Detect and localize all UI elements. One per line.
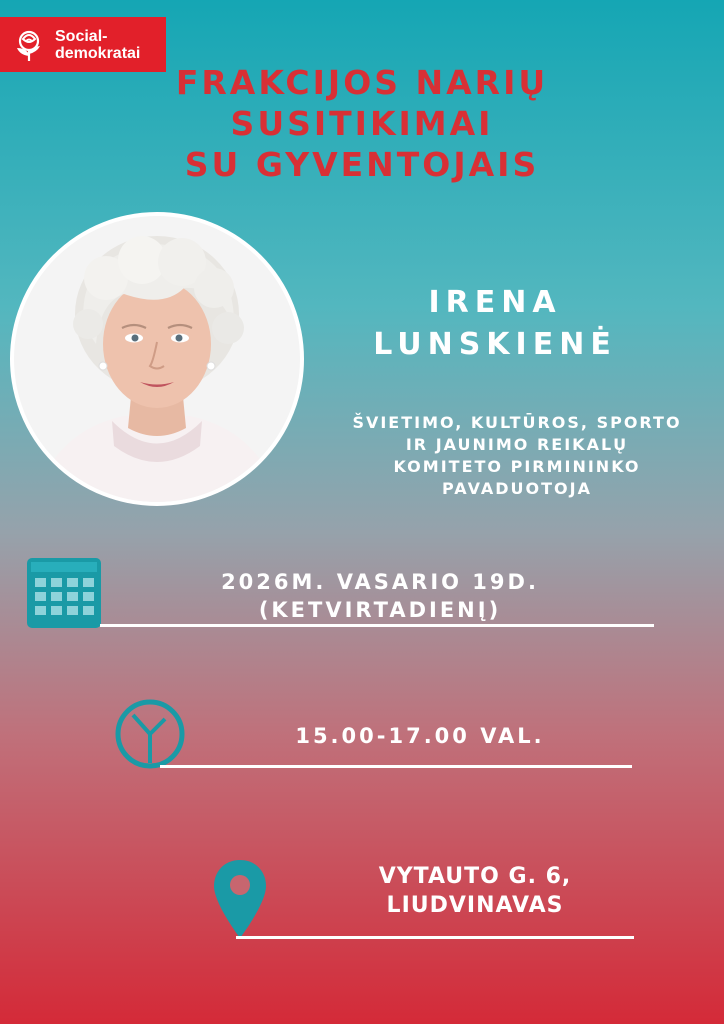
headline-line1: FRAKCIJOS NARIŲ xyxy=(175,63,549,102)
time-underline xyxy=(160,765,632,768)
speaker-role-line2: IR JAUNIMO REIKALŲ xyxy=(405,435,629,454)
event-date-line1: 2026M. VASARIO 19D. xyxy=(221,570,539,594)
event-date xyxy=(150,568,610,624)
location-pin-icon xyxy=(212,858,268,940)
rose-icon xyxy=(9,25,49,65)
speaker-name xyxy=(330,282,660,366)
speaker-portrait xyxy=(10,212,304,506)
event-address-line1: VYTAUTO G. 6, xyxy=(378,864,572,889)
logo-text xyxy=(55,28,140,62)
headline-line3: SU GYVENTOJAIS xyxy=(184,145,540,184)
event-address xyxy=(330,862,620,920)
speaker-name-line1: IRENA xyxy=(428,285,562,320)
address-underline xyxy=(236,936,634,939)
logo-text-line2: demokratai xyxy=(55,44,141,62)
event-time-text: 15.00-17.00 VAL. xyxy=(295,724,545,748)
logo-text-line1: Social- xyxy=(55,27,108,45)
headline xyxy=(0,62,724,185)
event-time xyxy=(230,722,610,750)
portrait-image xyxy=(14,216,300,502)
event-date-line2: (KETVIRTADIENĮ) xyxy=(258,598,502,622)
event-address-line2: LIUDVINAVAS xyxy=(386,893,564,918)
clock-icon xyxy=(113,697,187,771)
date-underline xyxy=(100,624,654,627)
speaker-role-line4: PAVADUOTOJA xyxy=(442,479,592,498)
headline-line2: SUSITIKIMAI xyxy=(230,104,494,143)
calendar-icon xyxy=(27,558,101,628)
speaker-name-line2: LUNSKIENĖ xyxy=(373,327,617,362)
speaker-role xyxy=(310,412,724,500)
speaker-role-line1: ŠVIETIMO, KULTŪROS, SPORTO xyxy=(352,413,682,432)
speaker-role-line3: KOMITETO PIRMININKO xyxy=(393,457,641,476)
